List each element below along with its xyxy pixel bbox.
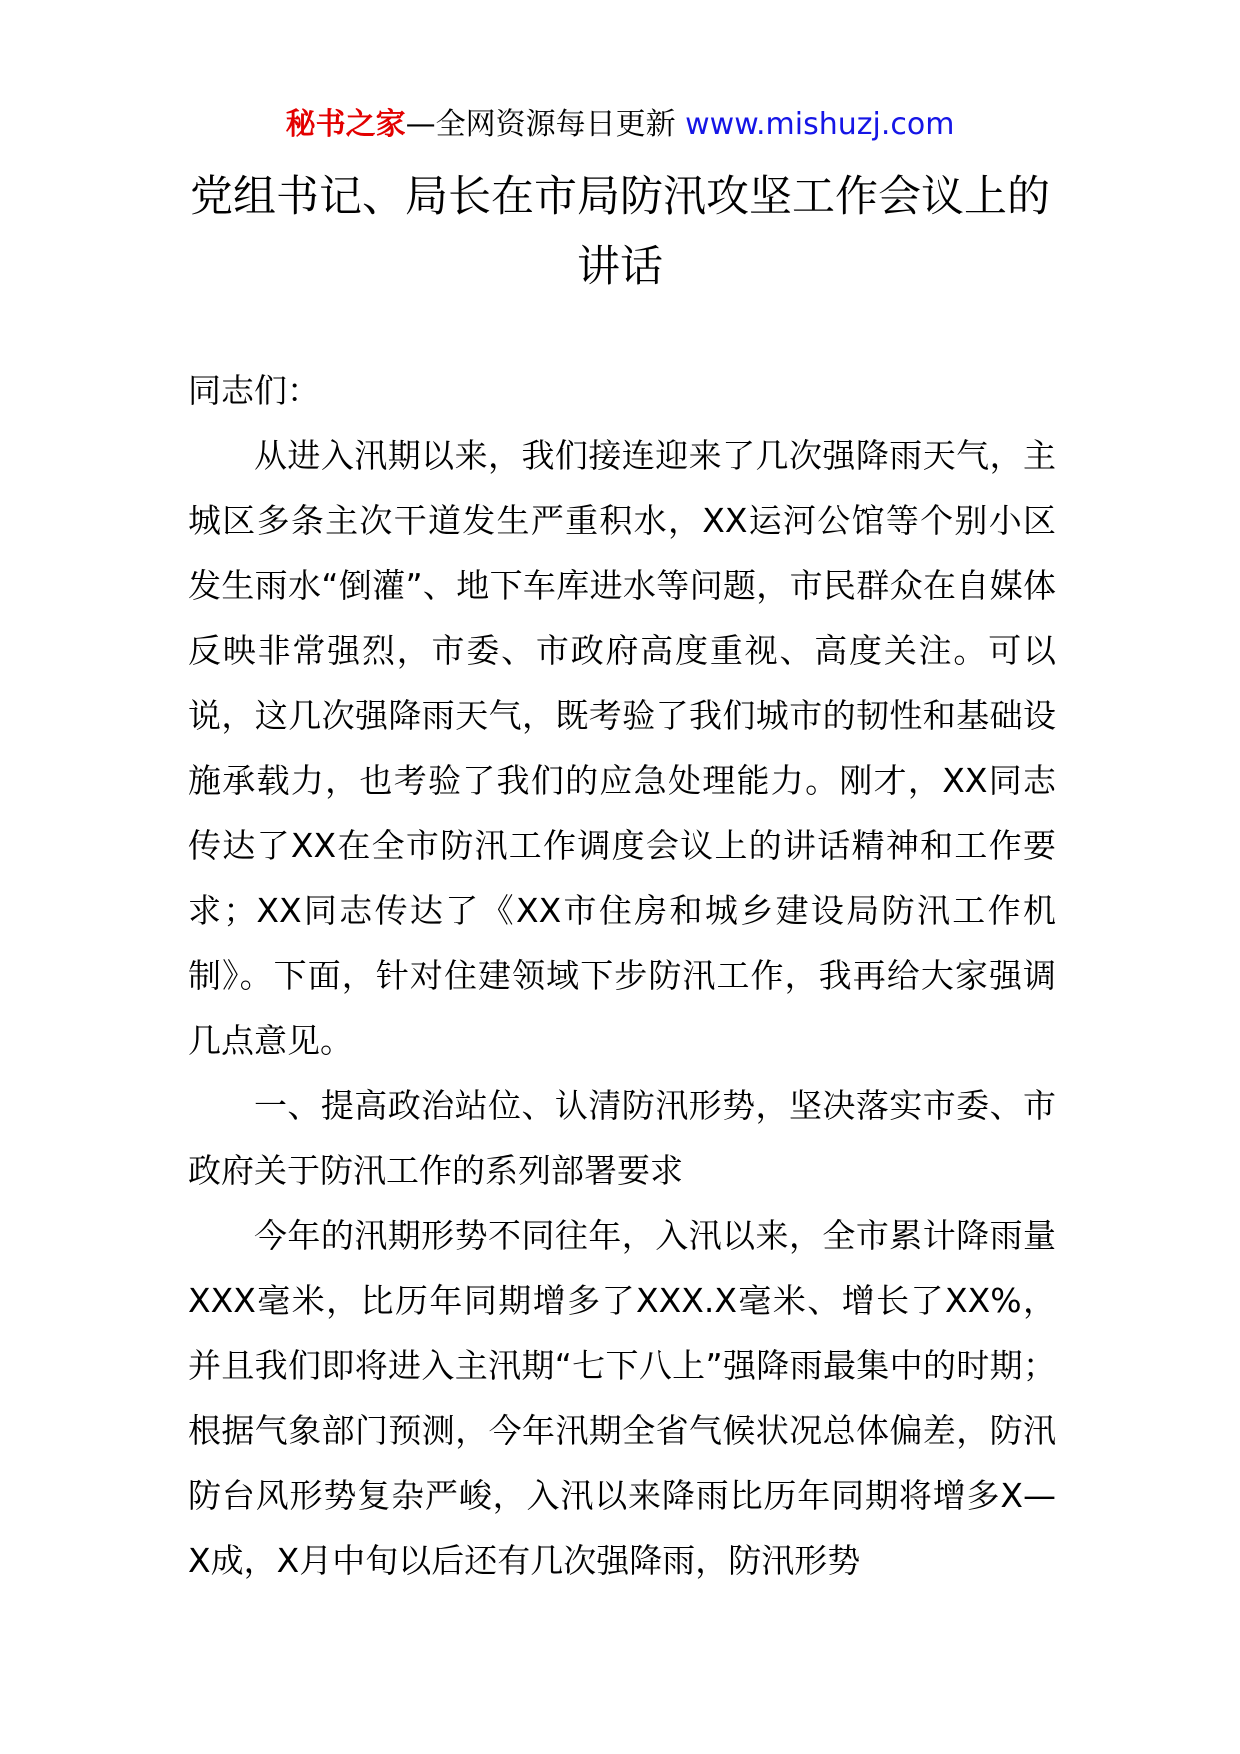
header-tagline: —全网资源每日更新 bbox=[405, 107, 686, 142]
document-title: 党组书记、局长在市局防汛攻坚工作会议上的讲话 bbox=[190, 172, 1050, 292]
paragraph-intro: 从进入汛期以来，我们接连迎来了几次强降雨天气，主城区多条主次干道发生严重积水，XX运河公馆等个别小区发生雨水“倒灌”、地下车库进水等问题，市民群众在自媒体反映非常强烈，市委、市政府高度重视、高度关注。可以说，这几次强降雨天气，既考验了我们城市的韧性和基础设施承载力，也考验了我们的应急处理能力。刚才，XX同志传达了XX在全市防汛工作调度会议上的讲话精神和工作要求；XX同志传达了《XX市住房和城乡建设局防汛工作机制》。下面，针对住建领域下步防汛工作，我再给大家强调几点意见。 bbox=[188, 436, 1056, 1060]
salutation: 同志们： bbox=[188, 371, 320, 410]
site-header bbox=[0, 104, 1240, 146]
brand-name: 秘书之家 bbox=[285, 107, 406, 142]
section-heading-1: 一、提高政治站位、认清防汛形势，坚决落实市委、市政府关于防汛工作的系列部署要求 bbox=[188, 1086, 1056, 1190]
document-body bbox=[188, 358, 1056, 1593]
paragraph-situation: 今年的汛期形势不同往年，入汛以来，全市累计降雨量XXX毫米，比历年同期增多了XXX.X毫米、增长了XX%，并且我们即将进入主汛期“七下八上”强降雨最集中的时期；根据气象部门预测，今年汛期全省气候状况总体偏差，防汛防台风形势复杂严峻，入汛以来降雨比历年同期将增多X—X成，X月中旬以后还有几次强降雨，防汛形势 bbox=[188, 1216, 1056, 1580]
site-url-link[interactable]: www.mishuzj.com bbox=[685, 107, 955, 142]
